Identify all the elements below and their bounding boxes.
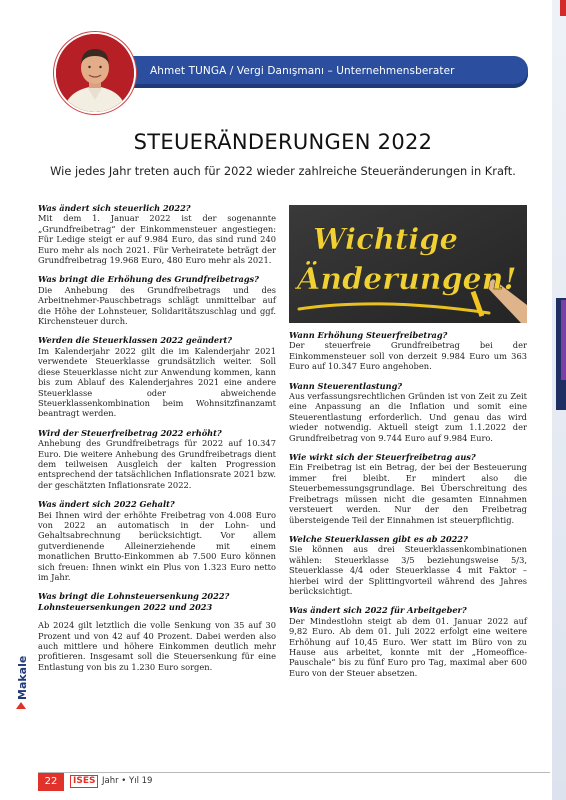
page-subtitle: Wie jedes Jahr treten auch für 2022 wieder zahlreiche Steueränderungen in Kraft. xyxy=(50,164,516,178)
section-answer: Sie können aus drei Steuerklassenkombinationen wählen: Steuerklasse 3/5 beziehungsweise 5/3, Steuerklasse 4/4 oder Steuerklasse 4 mit Faktor – hierbei wird der Splittingvorteil während des Jahres berücksichtigt. xyxy=(289,544,527,596)
author-photo xyxy=(54,32,136,114)
section-question: Was ändert sich steuerlich 2022? xyxy=(38,203,191,213)
section-answer: Anhebung des Grundfreibetrags für 2022 auf 10.347 Euro. Die weitere Anhebung des Grundfreibetrags dient dem teilweisen Ausgleich der kalten Progression entsprechend der tatsächlichen Inflationsrate 2021 bzw. der geschätzten Inflationsrate 2022. xyxy=(38,438,276,490)
page-number: 22 xyxy=(38,773,64,791)
section-answer: Der steuerfreie Grundfreibetrag bei der Einkommensteuer soll von derzeit 9.984 Euro um 363 Euro auf 10.347 Euro angehoben. xyxy=(289,340,527,372)
left-column xyxy=(38,203,276,681)
section-question: Wie wirkt sich der Steuerfreibetrag aus? xyxy=(289,452,476,463)
portrait-illustration xyxy=(56,34,134,112)
page-title: STEUERÄNDERUNGEN 2022 xyxy=(133,130,433,154)
page-edge-red-tab xyxy=(560,0,566,16)
section-answer: Mit dem 1. Januar 2022 ist der sogenannte „Grundfreibetrag“ der Einkommensteuer angestiegen: Für Ledige steigt er auf 9.984 Euro, das sind rund 240 Euro mehr als noch 2021. Für Verheiratete beträgt der Grundfreibetrag 19.968 Euro, 480 Euro mehr als 2021. xyxy=(38,213,276,266)
section-question: Welche Steuerklassen gibt es ab 2022? xyxy=(289,533,468,544)
section-question: Wann Steuerentlastung? xyxy=(289,380,403,391)
sidebar-arrow-icon xyxy=(16,702,26,709)
page-edge-purple-tab xyxy=(561,300,566,380)
section-answer: Die Anhebung des Grundfreibetrags und des Arbeitnehmer-Pauschbetrags schlägt unmittelbar auf die Höhe der Lohnsteuer, Solidaritätszuschlag und ggf. Kirchensteuer durch. xyxy=(38,284,276,327)
section-question: Was bringt die Erhöhung des Grundfreibetrags? xyxy=(38,274,259,285)
section-question: Was bringt die Lohnsteuersenkung 2022? Lohnsteuersenkungen 2022 und 2023 xyxy=(38,591,230,612)
hero-line1: Wichtige xyxy=(313,222,458,256)
section-question: Was ändert sich 2022 für Arbeitgeber? xyxy=(289,605,467,616)
magazine-logo: ISES xyxy=(70,775,98,788)
footer-rule xyxy=(38,772,550,773)
section-question: Wann Erhöhung Steuerfreibetrag? xyxy=(289,330,448,340)
section-answer: Im Kalenderjahr 2022 gilt die im Kalenderjahr 2021 verwendete Steuerklasse grundsätzlich weiter. Soll diese Steuerklasse nicht zur Anwendung kommen, kann bis zum Ablauf des Kalenderjahres 2021 eine andere Steuerklasse oder abweichende Steuerklassenkombination beim Wohnsitzfinanzamt beantragt werden. xyxy=(38,345,276,419)
section-answer: Ein Freibetrag ist ein Betrag, der bei der Besteuerung immer frei bleibt. Er mindert also die Steuerbemessungsgrundlage. Bei Überschreitung des Freibetrags müssen nicht die gesamten Einnahmen versteuert werden. Nur der den Freibetrag übersteigende Teil der Einnahmen ist steuerpflichtig. xyxy=(289,462,527,525)
issue-label: Jahr • Yıl 19 xyxy=(102,776,153,786)
section-label-makale: Makale xyxy=(16,655,29,700)
section-question: Was ändert sich 2022 Gehalt? xyxy=(38,499,175,510)
section-question: Wird der Steuerfreibetrag 2022 erhöht? xyxy=(38,427,222,438)
section-answer: Aus verfassungsrechtlichen Gründen ist von Zeit zu Zeit eine Anpassung an die Inflation und somit eine Steuerentlastung erforderlich. Und genau das wird wieder notwendig. Aktuell steigt zum 1.1.2022 der Grundfreibetrag von 9.744 Euro auf 9.984 Euro. xyxy=(289,391,527,443)
section-answer: Ab 2024 gilt letztlich die volle Senkung von 35 auf 30 Prozent und von 42 auf 40 Prozent. Dabei werden also auch mittlere und höhere Einkommen deutlich mehr profitieren. Insgesamt soll die Steuersenkung für eine Entlastung von bis zu 1.230 Euro sorgen. xyxy=(38,620,276,672)
section-answer: Der Mindestlohn steigt ab dem 01. Januar 2022 auf 9,82 Euro. Ab dem 01. Juli 2022 erfolgt eine weitere Erhöhung auf 10,45 Euro. Wer statt im Büro von zu Hause aus arbeitet, konnte mit der „Homeoffice-Pauschale“ bis zu fünf Euro pro Tag, maximal aber 600 Euro von der Steuer absetzen. xyxy=(289,615,527,678)
section-answer: Bei Ihnen wird der erhöhte Freibetrag von 4.008 Euro von 2022 an automatisch in der Lohn- und Gehaltsabrechnung berücksichtigt. Vor allem gutverdienende Alleinerziehende mit einem monatlichen Brutto-Einkommen ab 7.500 Euro können sich freuen: Ihnen winkt ein Plus von 1.323 Euro netto im Jahr. xyxy=(38,509,276,582)
hero-line2: Änderungen! xyxy=(297,262,517,297)
section-question: Werden die Steuerklassen 2022 geändert? xyxy=(38,335,233,346)
hero-image-chalkboard xyxy=(289,205,527,323)
author-name: Ahmet TUNGA / Vergi Danışmanı – Unternehmensberater xyxy=(150,65,455,77)
right-column xyxy=(289,330,527,687)
author-banner xyxy=(96,56,528,88)
chalkboard-illustration xyxy=(289,205,527,323)
